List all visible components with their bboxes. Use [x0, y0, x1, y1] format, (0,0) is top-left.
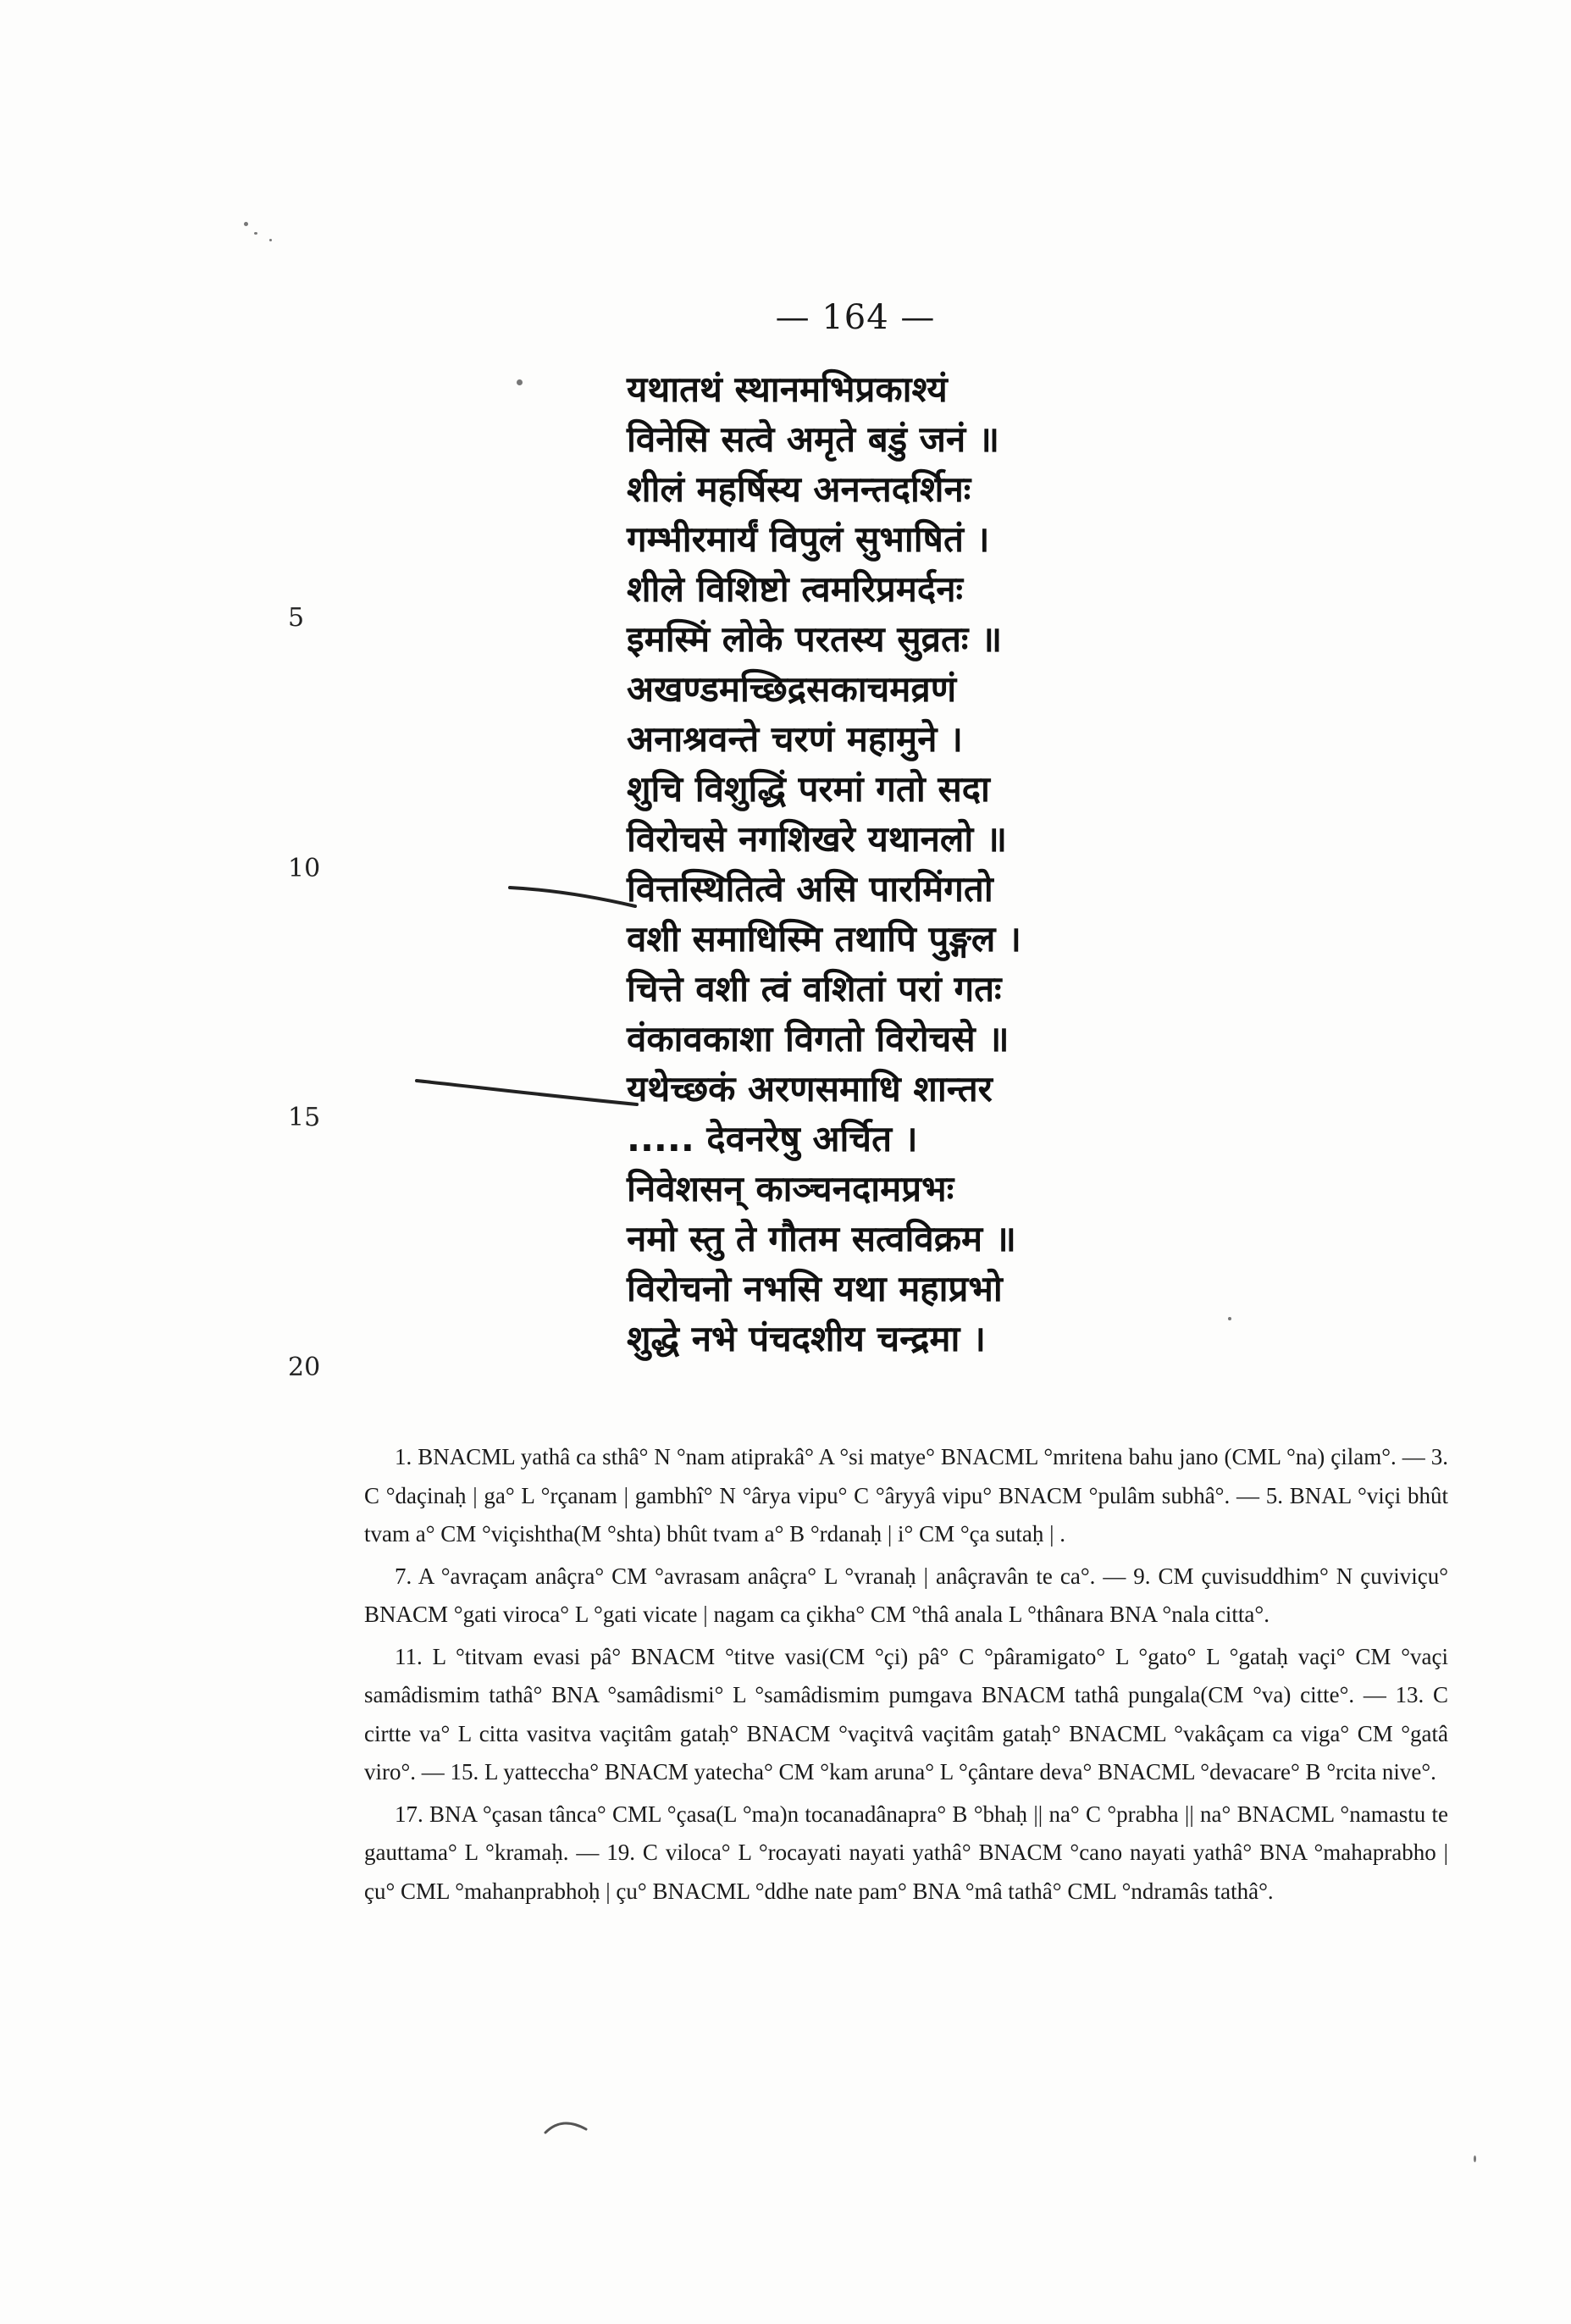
- verse-line-20: शुद्धे नभे पंचदशीय चन्द्रमा ।: [627, 1318, 986, 1359]
- scan-speck: [517, 379, 523, 385]
- line-number-20: 20: [288, 1353, 321, 1382]
- scan-speck: [269, 239, 272, 241]
- verse-line-16: ..... देवनरेषु अर्चित ।: [627, 1118, 918, 1159]
- verse-line-18: नमो स्तु ते गौतम सत्वविक्रम ॥: [627, 1218, 1016, 1259]
- verse-line-9: शुचि विशुद्धिं परमां गतो सदा: [627, 768, 990, 810]
- verse-line-10: विरोचसे नगशिखरे यथानलो ॥: [627, 818, 1008, 860]
- scan-speck: [254, 232, 257, 235]
- verse-line-13: चित्ते वशी त्वं वशितां परां गतः: [627, 968, 1002, 1010]
- verse-line-7: अखण्डमच्छिद्रसकाचमव्रणं: [627, 668, 957, 710]
- note-paragraph-1: 1. BNACML yathâ ca sthâ° N °nam atiprakâ° A °si matye° BNACML °mritena bahu jano (CML °na) çilam°. — 3. C °daçinaḥ | ga° L °rçanam | gambhî° N °ârya vipu° C °âryyâ vipu° BNACM °pulâm subhâ°. — 5. BNAL °viçi bhût tvam a° CM °viçishtha(M °shta) bhût tvam a° B °rdanaḥ | i° CM °ça sutaḥ | .: [364, 1444, 1448, 1547]
- verse-line-17: निवेशसन् काञ्चनदामप्रभः: [627, 1168, 954, 1209]
- line-number-15: 15: [288, 1103, 321, 1132]
- line-number-10: 10: [288, 854, 321, 883]
- verse-line-1: यथातथं स्थानमभिप्रकाश्यं: [627, 368, 948, 410]
- critical-apparatus-notes: [364, 1438, 1448, 1914]
- verse-line-8: अनाश्रवन्ते चरणं महामुने ।: [627, 718, 963, 760]
- scan-speck: [244, 222, 248, 226]
- verse-line-6: इमस्मिं लोके परतस्य सुव्रतः ॥: [627, 618, 1003, 660]
- sanskrit-verse-block: [627, 364, 1270, 1364]
- verse-line-2: विनेसि सत्वे अमृते बडुं जनं ॥: [627, 418, 1000, 460]
- verse-line-11: वित्तस्थितित्वे असि पारमिंगतो: [627, 868, 993, 910]
- verse-line-15: यथेच्छकं अरणसमाधि शान्तर: [627, 1068, 993, 1109]
- verse-line-14: वंकावकाशा विगतो विरोचसे ॥: [627, 1018, 1010, 1060]
- verse-line-4: गम्भीरमार्यं विपुलं सुभाषितं ।: [627, 518, 990, 560]
- pen-stroke-mark: [415, 1076, 644, 1118]
- verse-line-19: विरोचनो नभसि यथा महाप्रभो: [627, 1268, 1003, 1309]
- note-paragraph-11: 11. L °titvam evasi pâ° BNACM °titve vasi(CM °çi) pâ° C °pâramigato° L °gato° L °gataḥ vaçi° CM °vaçi samâdismim tathâ° BNA °samâdismi° L °samâdismim pumgava BNACM tathâ pungala(CM °va) citte°. — 13. C cirtte va° L citta vasitva vaçitâm gataḥ° BNACM °vaçitvâ vaçitâm gataḥ° BNACML °vakâçam ca viga° CM °gatâ viro°. — 15. L yatteccha° BNACM yatecha° CM °kam aruna° L °çântare deva° BNACML °devacare° B °rcita nive°.: [364, 1643, 1448, 1784]
- pen-stroke-mark: [508, 881, 644, 915]
- note-paragraph-7: 7. A °avraçam anâçra° CM °avrasam anâçra° L °vranaḥ | anâçravân te ca°. — 9. CM çuvisuddhim° N çuviviçu° BNACM °gati viroca° L °gati vicate | nagam ca çikha° CM °thâ anala L °thânara BNA °nala citta°.: [364, 1563, 1448, 1627]
- line-number-5: 5: [288, 603, 305, 633]
- scan-speck: [1474, 2155, 1476, 2162]
- note-paragraph-17: 17. BNA °çasan tânca° CML °çasa(L °ma)n tocanadânapra° B °bhaḥ || na° C °prabha || na° BNACML °namastu te gauttama° L °kramaḥ. — 19. C viloca° L °rocayati nayati yathâ° BNACM °cano nayati yathâ° BNA °mahaprabho | çu° CML °mahanprabhoḥ | çu° BNACML °ddhe nate pam° BNA °mâ tathâ° CML °ndramâs tathâ°.: [364, 1801, 1448, 1904]
- pen-stroke-mark: [542, 2117, 593, 2138]
- page-number: — 164 —: [775, 298, 936, 337]
- verse-line-12: वशी समाधिस्मि तथापि पुङ्गल ।: [627, 918, 1021, 960]
- verse-line-5: शीले विशिष्टो त्वमरिप्रमर्दनः: [627, 568, 963, 610]
- verse-line-3: शीलं महर्षिस्य अनन्तदर्शिनः: [627, 468, 971, 510]
